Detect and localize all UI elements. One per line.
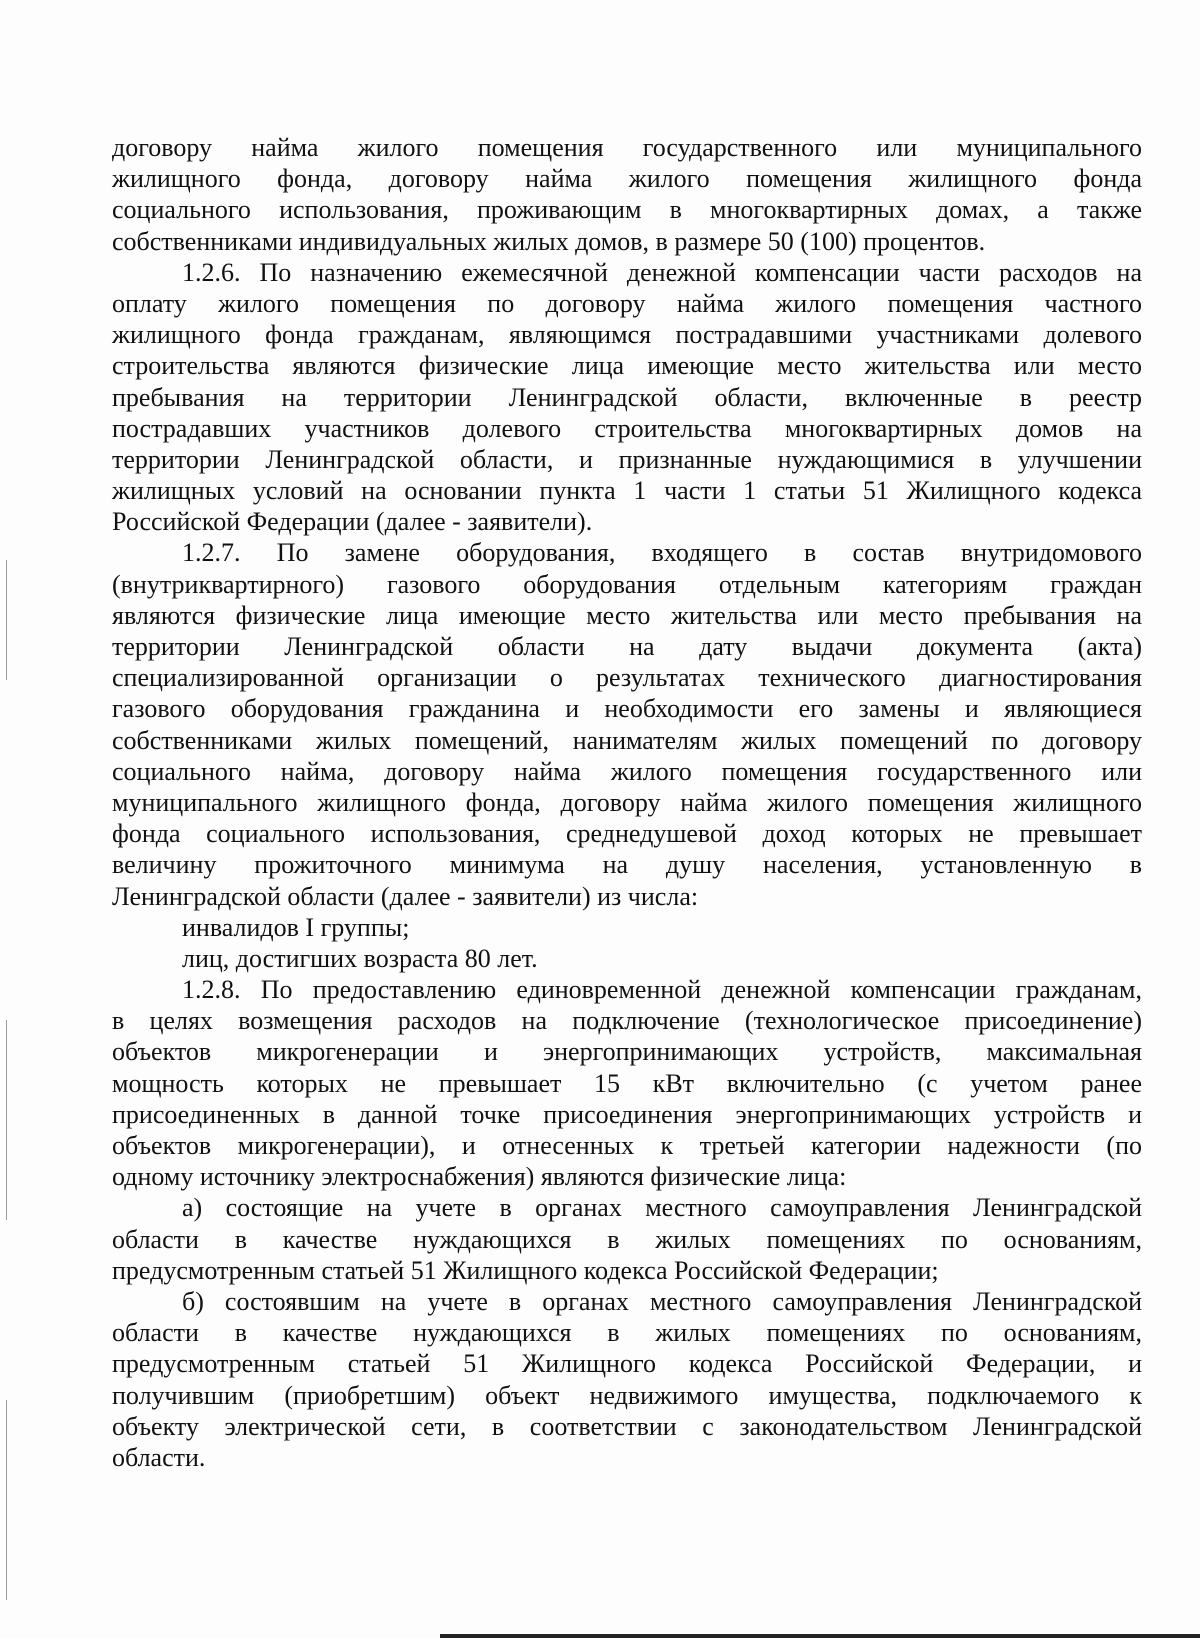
text-line: 1.2.8. По предоставлению единовременной денежной компенсации гражданам, xyxy=(182,975,1142,1005)
text-line: газового оборудования гражданина и необходимости его замены и являющиеся xyxy=(112,694,1142,724)
text-line: присоединенных в данной точке присоединения энергопринимающих устройств и xyxy=(112,1099,1142,1129)
text-line: пострадавших участников долевого строительства многоквартирных домов на xyxy=(112,413,1142,443)
text-line: получившим (приобретшим) объект недвижимого имущества, подключаемого к xyxy=(112,1380,1142,1410)
text-line: собственниками жилых помещений, нанимателям жилых помещений по договору xyxy=(112,725,1142,755)
text-line: предусмотренным статьей 51 Жилищного кодекса Российской Федерации; xyxy=(112,1255,939,1285)
text-line: жилищного фонда гражданам, являющимся пострадавшими участниками долевого xyxy=(112,320,1142,350)
text-line: области. xyxy=(112,1442,206,1472)
text-line: являются физические лица имеющие место жительства или место пребывания на xyxy=(112,600,1142,630)
text-line: объекту электрической сети, в соответствии с законодательством Ленинградской xyxy=(112,1411,1142,1441)
text-line: объектов микрогенерации и энергопринимающих устройств, максимальная xyxy=(112,1037,1142,1067)
scan-artifact-line xyxy=(6,1020,7,1220)
text-line: территории Ленинградской области, и признанные нуждающимися в улучшении xyxy=(112,444,1142,474)
text-line: оплату жилого помещения по договору найма жилого помещения частного xyxy=(112,288,1142,318)
text-line: пребывания на территории Ленинградской области, включенные в реестр xyxy=(112,382,1142,412)
text-line: договору найма жилого помещения государственного или муниципального xyxy=(112,133,1142,162)
text-line: величину прожиточного минимума на душу населения, установленную в xyxy=(112,850,1142,880)
text-line: (внутриквартирного) газового оборудования отдельным категориям граждан xyxy=(112,569,1142,599)
text-line: 1.2.7. По замене оборудования, входящего в состав внутридомового xyxy=(182,538,1142,568)
text-line: социального использования, проживающим в многоквартирных домах, а также xyxy=(112,195,1142,225)
text-line: жилищных условий на основании пункта 1 части 1 статьи 51 Жилищного кодекса xyxy=(112,476,1142,506)
scan-artifact-line xyxy=(6,560,7,680)
text-line: жилищного фонда, договору найма жилого помещения жилищного фонда xyxy=(112,164,1142,194)
text-line: специализированной организации о результатах технического диагностирования xyxy=(112,663,1142,693)
text-line: муниципального жилищного фонда, договору найма жилого помещения жилищного xyxy=(112,787,1142,817)
text-line: объектов микрогенерации), и отнесенных к третьей категории надежности (по xyxy=(112,1131,1142,1160)
text-line: социального найма, договору найма жилого помещения государственного или xyxy=(112,756,1142,786)
text-line: предусмотренным статьей 51 Жилищного кодекса Российской Федерации, и xyxy=(112,1349,1142,1379)
text-line: собственниками индивидуальных жилых домов, в размере 50 (100) процентов. xyxy=(112,226,986,256)
text-line: инвалидов I группы; xyxy=(182,912,410,942)
text-line: а) состоящие на учете в органах местного самоуправления Ленинградской xyxy=(182,1193,1142,1223)
text-line: мощность которых не превышает 15 кВт включительно (с учетом ранее xyxy=(112,1068,1142,1098)
text-line: строительства являются физические лица имеющие место жительства или место xyxy=(112,351,1142,381)
scan-artifact-line xyxy=(6,1400,7,1600)
text-line: одному источнику электроснабжения) являются физические лица: xyxy=(112,1162,847,1192)
text-line: фонда социального использования, среднедушевой доход которых не превышает xyxy=(112,819,1142,849)
document-body-text xyxy=(112,132,1142,1473)
text-line: б) состоявшим на учете в органах местного самоуправления Ленинградской xyxy=(182,1286,1142,1316)
text-line: территории Ленинградской области на дату выдачи документа (акта) xyxy=(112,632,1142,661)
text-line: в целях возмещения расходов на подключение (технологическое присоединение) xyxy=(112,1006,1142,1036)
text-line: области в качестве нуждающихся в жилых помещениях по основаниям, xyxy=(112,1224,1142,1254)
scan-bottom-edge xyxy=(440,1634,1200,1638)
text-line: Российской Федерации (далее - заявители). xyxy=(112,507,593,537)
text-line: Ленинградской области (далее - заявители) из числа: xyxy=(112,881,699,911)
text-line: лиц, достигших возраста 80 лет. xyxy=(182,943,538,973)
text-line: области в качестве нуждающихся в жилых помещениях по основаниям, xyxy=(112,1318,1142,1348)
text-line: 1.2.6. По назначению ежемесячной денежной компенсации части расходов на xyxy=(182,257,1142,287)
